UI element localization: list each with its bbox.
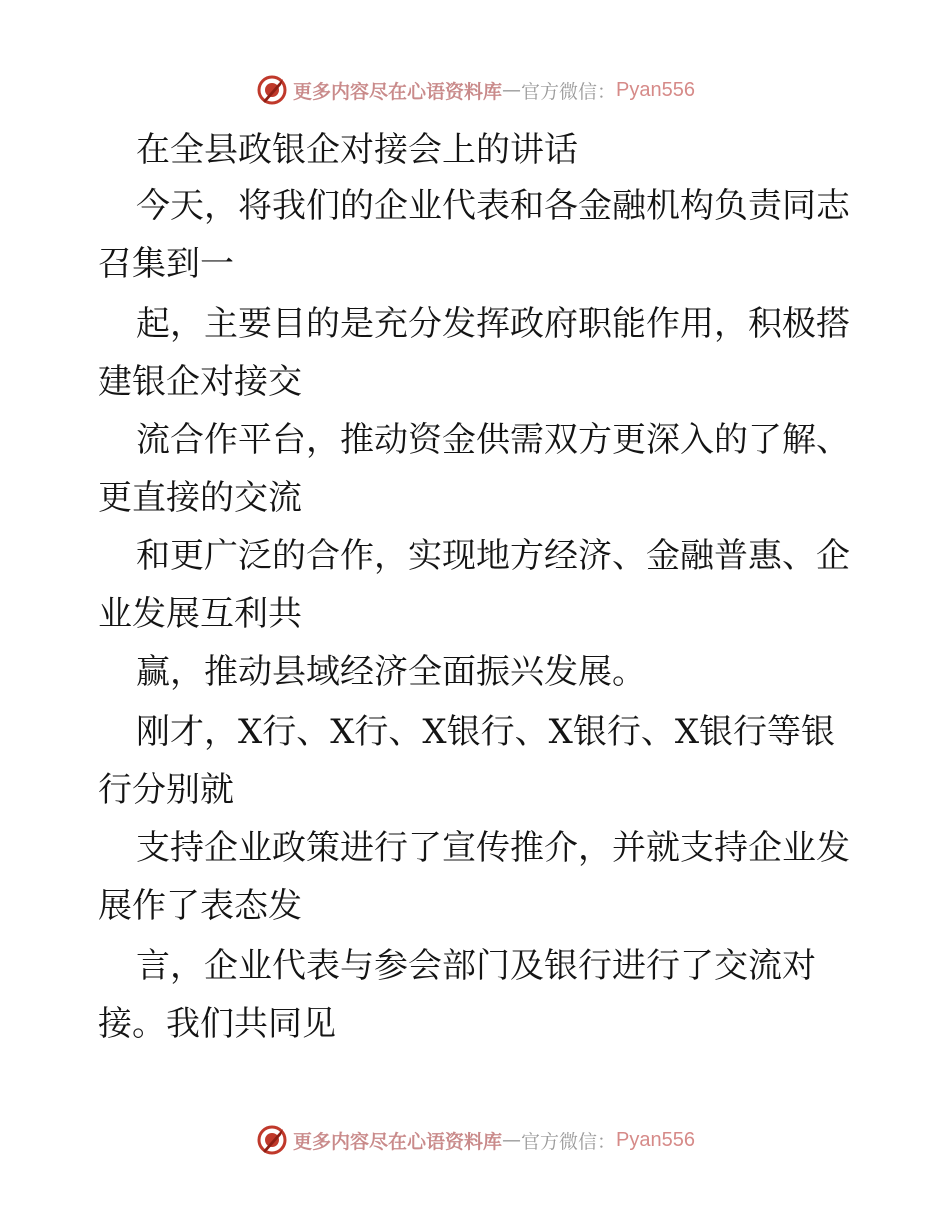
- header-dash: —: [502, 79, 522, 101]
- paragraph-line: 支持企业政策进行了宣传推介，并就支持企业发: [136, 828, 850, 868]
- footer-wechat-id: Pyan556: [616, 1128, 695, 1151]
- pen-logo-icon: [255, 73, 289, 107]
- footer-wechat-label: 官方微信：: [521, 1130, 617, 1153]
- header-banner: [0, 70, 950, 110]
- footer-dash: —: [502, 1129, 522, 1151]
- header-wechat-label: 官方微信：: [521, 80, 617, 103]
- paragraph-line: 刚才，X行、X行、X银行、X银行、X银行等银: [136, 712, 836, 752]
- paragraph-line: 召集到一: [98, 244, 234, 284]
- footer-banner: [0, 1120, 950, 1160]
- paragraph-line: 和更广泛的合作，实现地方经济、金融普惠、企: [136, 536, 850, 576]
- paragraph-line: 建银企对接交: [98, 362, 302, 402]
- paragraph-line: 赢，推动县域经济全面振兴发展。: [136, 652, 646, 692]
- paragraph-line: 今天，将我们的企业代表和各金融机构负责同志: [136, 186, 850, 226]
- paragraph-line: 起，主要目的是充分发挥政府职能作用，积极搭: [136, 304, 850, 344]
- paragraph-line: 言，企业代表与参会部门及银行进行了交流对: [136, 946, 816, 986]
- footer-site-name: 更多内容尽在心语资料库: [293, 1130, 503, 1153]
- paragraph-line: 更直接的交流: [98, 478, 302, 518]
- paragraph-line: 流合作平台，推动资金供需双方更深入的了解、: [136, 420, 850, 460]
- paragraph-line: 展作了表态发: [98, 886, 302, 926]
- paragraph-line: 行分别就: [98, 770, 234, 810]
- header-wechat-id: Pyan556: [616, 78, 695, 101]
- pen-logo-icon: [255, 1123, 289, 1157]
- paragraph-line: 业发展互利共: [98, 594, 302, 634]
- paragraph-line: 接。我们共同见: [98, 1004, 336, 1044]
- header-site-name: 更多内容尽在心语资料库: [293, 80, 503, 103]
- document-title: 在全县政银企对接会上的讲话: [136, 130, 578, 170]
